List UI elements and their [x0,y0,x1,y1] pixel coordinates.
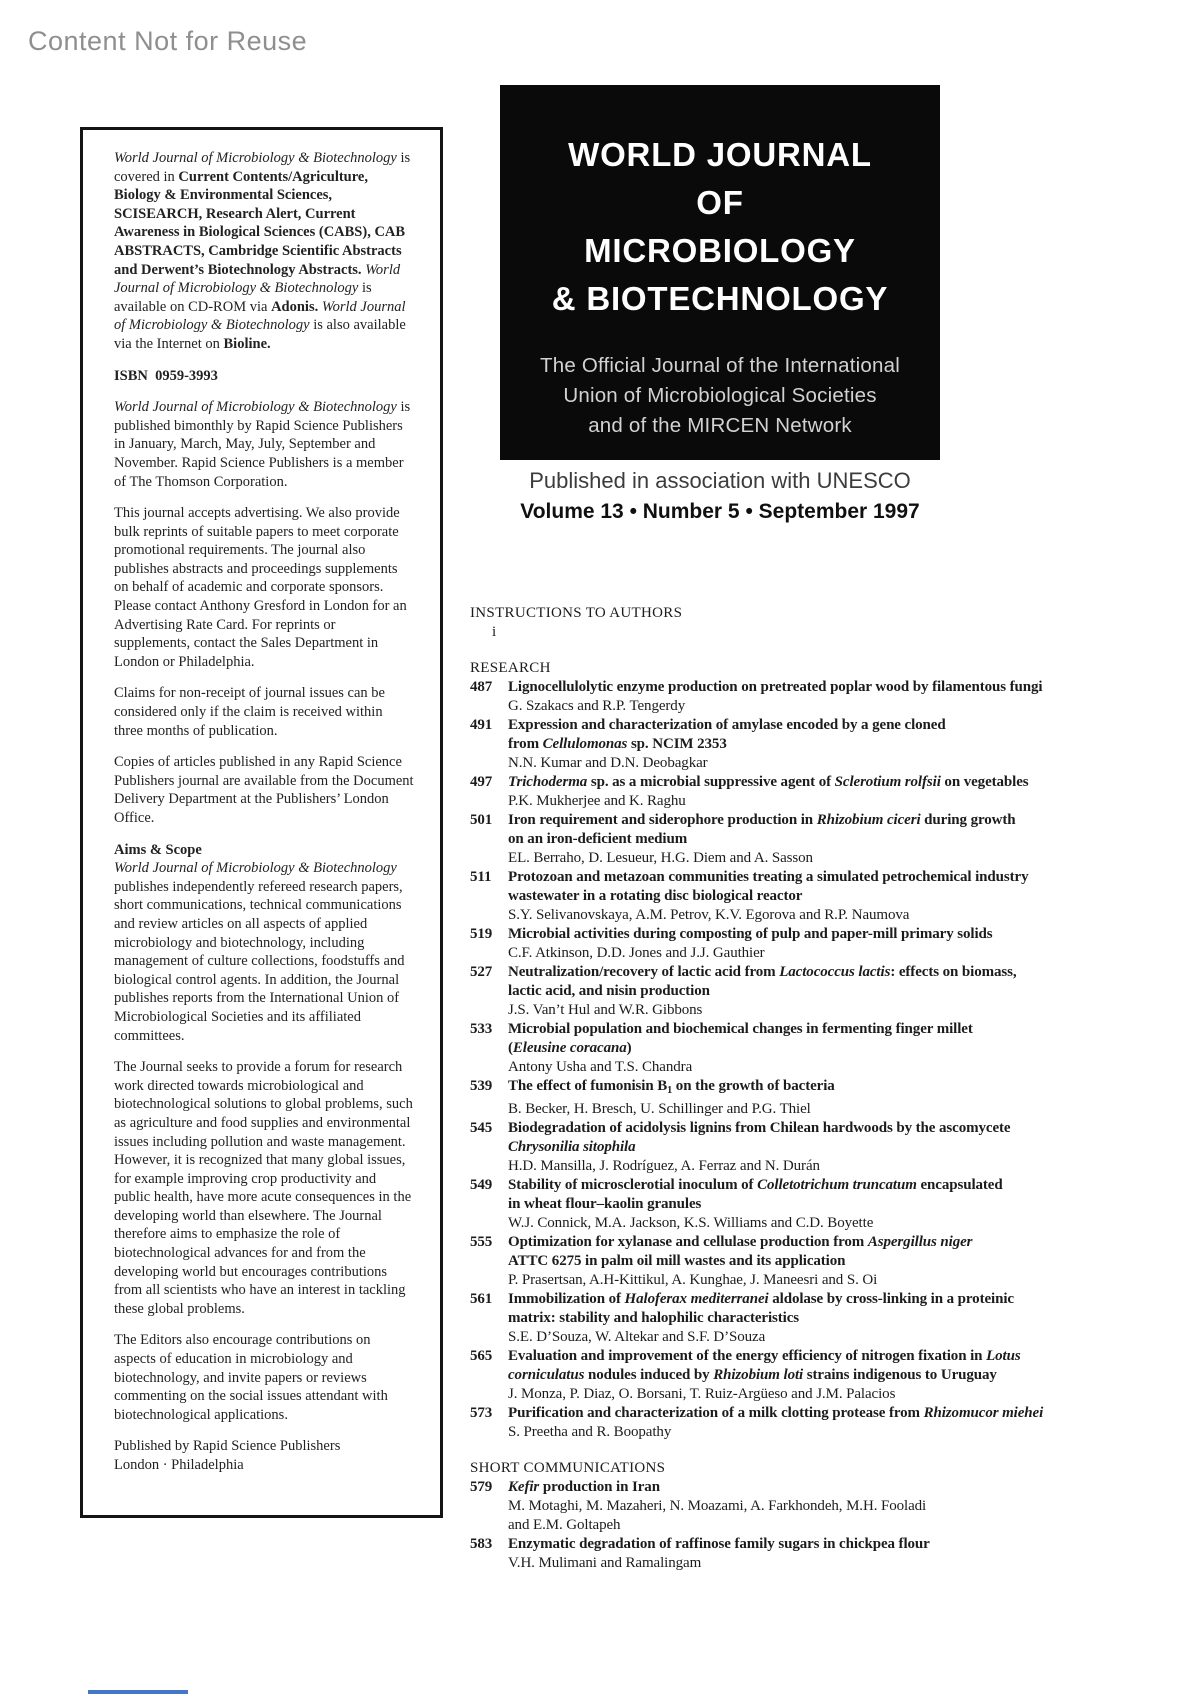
toc-entry-title [508,1290,1110,1328]
toc-entry-title [508,716,1110,754]
toc-entry [470,1233,1110,1290]
toc-entry-authors [508,1271,1110,1290]
toc-entry-title [508,1404,1110,1423]
toc-entry-title [508,1020,1110,1058]
text-segment: Sclerotium rolfsii [834,774,941,790]
toc-entry-title [508,963,1110,1001]
text-segment: Enzymatic degradation of raffinose family sugars in chickpea flour [508,1535,930,1552]
info-paragraph [114,684,414,740]
toc-entry-authors [508,906,1110,925]
toc-section-header: INSTRUCTIONS TO AUTHORS [470,605,683,621]
text-segment: 1 [667,1084,673,1096]
masthead [500,85,940,460]
text-segment: Bioline. [223,335,271,352]
text-segment: is available on CD-ROM via [114,280,372,315]
text-segment: Kefir [508,1478,540,1495]
author-line: W.J. Connick, M.A. Jackson, K.S. Williams and C.D. Boyette [508,1214,874,1231]
text-segment: Adonis. [271,298,319,315]
toc-entry-body [508,678,1110,716]
text-segment: Microbial population and biochemical changes in fermenting finger millet [508,1021,973,1037]
blue-edge-mark [88,1690,188,1694]
text-segment: Current Contents/Agriculture, Biology & Environmental Sciences, SCISEARCH, Research Alert, Current Awareness in Biological Sciences (CABS), CAB ABSTRACTS, Cambridge Scientific Abstracts and Derwent’s Biotechnology Abstracts. [114,168,406,278]
info-paragraph [114,504,414,671]
association-line: Published in association with UNESCO [529,468,911,493]
toc-entry-title [508,811,1110,849]
toc-entry-body [508,811,1110,868]
text-segment: World Journal of Microbiology & Biotechnology [114,150,397,166]
author-line: and E.M. Goltapeh [508,1516,621,1533]
toc-entry-body [508,1404,1110,1442]
toc-entry-page-number: 549 [470,1176,493,1193]
toc-entry-page-number: 491 [470,717,493,733]
text-segment: Cellulomonas [542,736,628,752]
text-segment: World Journal of Microbiology & Biotechnology [114,261,401,297]
toc-entry [470,1176,1110,1233]
toc-entry-body [508,1176,1110,1233]
text-segment: strains indigenous to Uruguay [803,1366,997,1383]
toc-entry-authors [508,849,1110,868]
toc-entry-title [508,773,1110,792]
toc-entry [470,1290,1110,1347]
toc-entry-body [508,773,1110,811]
text-segment: This journal accepts advertising. We also provide bulk reprints of suitable papers to meet corporate promotional requirements. The journal also publishes abstracts and proceedings supplements on behalf of academic and corporate sponsors. Please contact Anthony Gresford in London for an Advertising Rate Card. For reprints or supplements, contact the Sales Department in London or Philadelphia. [114,505,407,670]
text-segment: Neutralization/recovery of lactic acid from [508,964,780,980]
text-segment: corniculatus [508,1366,585,1383]
journal-subtitle-line: and of the MIRCEN Network [588,414,852,437]
journal-info-box [80,127,443,1518]
toc-entry-page-number: 561 [470,1290,493,1307]
journal-title-line: MICROBIOLOGY [584,232,856,269]
toc-entry-authors [508,1385,1110,1404]
toc-entry-authors [508,1100,1110,1119]
toc-entry-page-number: 565 [470,1347,493,1364]
toc-entry-authors [508,1423,1110,1442]
author-line: H.D. Mansilla, J. Rodríguez, A. Ferraz and N. Durán [508,1157,820,1174]
text-segment: World Journal of Microbiology & Biotechnology [114,860,397,877]
toc-entry-body [508,1535,1110,1573]
text-segment: lactic acid, and nisin production [508,983,710,999]
toc-entry-authors [508,1001,1110,1020]
toc-entry-body [508,1347,1110,1404]
text-segment: The effect of fumonisin B [508,1078,668,1094]
toc-entry-page-number: 527 [470,964,493,980]
text-segment: matrix: stability and halophilic characteristics [508,1309,800,1326]
author-line: P. Prasertsan, A.H-Kittikul, A. Kunghae, J. Maneesri and S. Oi [508,1271,878,1288]
text-segment: is also available via the Internet on [114,317,406,352]
text-segment: during growth [920,812,1016,828]
toc-entry-page-number: 519 [470,926,493,942]
text-segment: Colletotrichum truncatum [757,1176,917,1193]
author-line: P.K. Mukherjee and K. Raghu [508,793,686,809]
text-segment: publishes independently refereed research papers, short communications, technical communications and review articles on all aspects of applied microbiology and biotechnology, including management of culture collections, foodstuffs and biological control agents. In addition, the Journal publishes reports from the International Union of Microbiological Societies and its affiliated committees. [114,878,405,1044]
text-segment: Expression and characterization of amylase encoded by a gene cloned [508,717,946,733]
journal-subtitle-line: The Official Journal of the International [540,354,900,377]
toc-entry-authors [508,754,1110,773]
toc-entry-body [508,868,1110,925]
toc-section [470,604,1110,642]
text-segment: Haloferax mediterranei [624,1290,769,1307]
text-segment: ( [508,1040,513,1056]
text-segment: nodules induced by [584,1366,714,1383]
text-segment: on an iron-deficient medium [508,831,688,847]
toc-entry [470,773,1110,811]
author-line: S.E. D’Souza, W. Altekar and S.F. D’Souza [508,1328,766,1345]
toc-entry-page-number: 511 [470,869,492,885]
toc-entry-body [508,1077,1110,1119]
text-segment: Trichoderma [508,774,588,790]
toc-entry-authors [508,1214,1110,1233]
text-segment: Lactococcus lactis [779,964,891,980]
text-segment: Copies of articles published in any Rapid Science Publishers journal are available from the Document Delivery Department at the Publishers’ London Office. [114,754,414,826]
text-segment: Stability of microsclerotial inoculum of [508,1176,758,1193]
toc-entry [470,868,1110,925]
journal-subtitle [500,351,940,441]
info-paragraph [114,367,414,386]
text-segment: Chrysonilia sitophila [508,1138,636,1155]
toc-entry-title [508,868,1110,906]
text-segment: Iron requirement and siderophore production in [508,812,817,828]
info-paragraph [114,753,414,827]
toc-entry [470,1077,1110,1119]
toc-entry-page-number: 573 [470,1404,493,1421]
issue-line: Volume 13 • Number 5 • September 1997 [520,500,920,523]
text-segment: Lotus [986,1347,1021,1364]
toc-entry-authors [508,1157,1110,1176]
toc-entry-body [508,1290,1110,1347]
toc-entry [470,678,1110,716]
text-segment: Rhizobium loti [713,1366,804,1383]
text-segment: wastewater in a rotating disc biological reactor [508,888,803,904]
toc-entry-body [508,1233,1110,1290]
text-segment: aldolase by cross-linking in a proteinic [768,1290,1014,1307]
toc-section [470,659,1110,1442]
toc-entry-page-number: 487 [470,679,493,695]
text-segment: on the growth of bacteria [672,1078,835,1094]
toc-entry-authors [508,1554,1110,1573]
toc-entry [470,1404,1110,1442]
author-line: EL. Berraho, D. Lesueur, H.G. Diem and A. Sasson [508,850,813,866]
info-paragraph [114,398,414,491]
text-segment: World Journal of Microbiology & Biotechnology [114,298,406,334]
toc-entry-body [508,716,1110,773]
toc-entry-page-number: 497 [470,774,493,790]
toc-entry-body [508,925,1110,963]
toc-entry [470,1347,1110,1404]
toc-entry-body [508,963,1110,1020]
text-segment: London · Philadelphia [114,1457,244,1473]
author-line: J. Monza, P. Diaz, O. Borsani, T. Ruiz-Argüeso and J.M. Palacios [508,1385,896,1402]
text-segment: sp. NCIM 2353 [627,736,727,752]
toc-entry-page-number: 539 [470,1078,493,1094]
info-paragraph [114,1058,414,1318]
text-segment: Eleusine coracana [512,1040,627,1056]
toc-entry-title [508,1347,1110,1385]
text-segment: Protozoan and metazoan communities treating a simulated petrochemical industry [508,869,1029,885]
author-line: Antony Usha and T.S. Chandra [508,1059,693,1075]
toc-entry [470,1119,1110,1176]
toc-entry-title [508,1478,1110,1497]
toc-entry [470,925,1110,963]
toc-entry-title [508,1535,1110,1554]
toc-entry-body [508,1119,1110,1176]
toc-page-note: i [492,624,497,640]
toc-entry-page-number: 555 [470,1233,493,1250]
text-segment: Claims for non-receipt of journal issues can be considered only if the claim is received within three months of publication. [114,685,385,739]
text-segment: on vegetables [940,774,1029,790]
journal-title-line: OF [696,184,744,221]
toc-entry [470,811,1110,868]
toc-entry [470,716,1110,773]
text-segment: sp. as a microbial suppressive agent of [587,774,835,790]
toc-entry-title [508,925,1110,944]
author-line: V.H. Mulimani and Ramalingam [508,1554,702,1571]
author-line: S.Y. Selivanovskaya, A.M. Petrov, K.V. Egorova and R.P. Naumova [508,907,910,923]
text-segment: The Journal seeks to provide a forum for research work directed towards microbiological and biotechnological solutions to global problems, such as agriculture and food supplies and environmental issues including pollution and waste management. However, it is recognized that many global issues, for example improving crop productivity and public health, have more acute consequences in the developing world than elsewhere. The Journal therefore aims to emphasize the role of biotechnological advances for and from the developing world but encourages contributions from all scientists who have an interest in tackling these global problems. [114,1059,413,1317]
text-segment: ) [626,1040,632,1056]
text-segment: Immobilization of [508,1290,625,1307]
toc-entry [470,1020,1110,1077]
text-segment: from [508,736,543,752]
toc-entry-title [508,678,1110,697]
toc-entry-page-number: 583 [470,1535,493,1552]
toc-entry-title [508,1233,1110,1271]
text-segment: ISBN 0959-3993 [114,367,218,384]
text-segment: Purification and characterization of a milk clotting protease from [508,1404,924,1421]
toc-entry-page-number: 545 [470,1119,493,1136]
author-line: N.N. Kumar and D.N. Deobagkar [508,755,708,771]
toc-entry [470,1535,1110,1573]
author-line: S. Preetha and R. Boopathy [508,1423,672,1440]
table-of-contents [470,604,1110,1590]
text-segment: Published by Rapid Science Publishers [114,1438,341,1455]
info-paragraph [114,841,414,1046]
text-segment: is covered in [114,150,411,185]
info-paragraph [114,1437,414,1474]
watermark-text: Content Not for Reuse [28,26,308,56]
toc-entry-authors [508,1328,1110,1347]
toc-entry-body [508,1478,1110,1535]
toc-entry-authors [508,792,1110,811]
text-segment: Aims & Scope [114,841,202,858]
journal-title-line: WORLD JOURNAL [568,136,872,173]
toc-entry-title [508,1119,1110,1157]
info-paragraph [114,149,414,354]
text-segment: encapsulated [916,1176,1003,1193]
author-line: G. Szakacs and R.P. Tengerdy [508,698,686,714]
toc-entry-authors [508,697,1110,716]
text-segment: World Journal of Microbiology & Biotechnology [114,399,397,416]
text-segment: Aspergillus niger [867,1233,973,1250]
text-segment: : effects on biomass, [890,964,1017,980]
toc-entry-page-number: 579 [470,1478,493,1495]
text-segment: The Editors also encourage contributions on aspects of education in microbiology and biotechnology, and invite papers or reviews commenting on the social issues attendant with biotechnological applications. [114,1332,388,1423]
author-line: B. Becker, H. Bresch, U. Schillinger and P.G. Thiel [508,1100,811,1117]
toc-section-header: SHORT COMMUNICATIONS [470,1459,666,1476]
toc-entry [470,1478,1110,1535]
toc-entry-authors [508,1497,1110,1535]
toc-entry-title [508,1077,1110,1100]
text-segment: Rhizobium ciceri [816,812,921,828]
journal-title-line: & BIOTECHNOLOGY [551,280,889,317]
text-segment: in wheat flour–kaolin granules [508,1195,702,1212]
text-segment: Microbial activities during composting of pulp and paper-mill primary solids [508,926,993,942]
text-segment: Biodegradation of acidolysis lignins from Chilean hardwoods by the ascomycete [508,1119,1011,1136]
toc-entry-authors [508,944,1110,963]
toc-entry-authors [508,1058,1110,1077]
journal-subtitle-line: Union of Microbiological Societies [563,384,877,407]
text-segment: Optimization for xylanase and cellulase production from [508,1233,868,1250]
text-segment: ATTC 6275 in palm oil mill wastes and its application [508,1252,846,1269]
toc-entry-page-number: 533 [470,1021,493,1037]
toc-entry-title [508,1176,1110,1214]
author-line: J.S. Van’t Hul and W.R. Gibbons [508,1002,703,1018]
journal-title [500,131,940,323]
toc-entry-body [508,1020,1110,1077]
author-line: M. Motaghi, M. Mazaheri, N. Moazami, A. Farkhondeh, M.H. Fooladi [508,1497,927,1514]
info-paragraph [114,1331,414,1424]
text-segment: Lignocellulolytic enzyme production on pretreated poplar wood by filamentous fungi [508,679,1043,695]
text-segment: is published bimonthly by Rapid Science Publishers in January, March, May, July, September and November. Rapid Science Publishers is a member of The Thomson Corporation. [114,399,411,490]
toc-section-header: RESEARCH [470,660,551,676]
text-segment: Evaluation and improvement of the energy efficiency of nitrogen fixation in [508,1347,987,1364]
toc-entry [470,963,1110,1020]
toc-entry-page-number: 501 [470,812,493,828]
toc-section [470,1459,1110,1573]
author-line: C.F. Atkinson, D.D. Jones and J.J. Gauthier [508,945,765,961]
text-segment: Rhizomucor miehei [923,1404,1044,1421]
text-segment: production in Iran [539,1478,660,1495]
